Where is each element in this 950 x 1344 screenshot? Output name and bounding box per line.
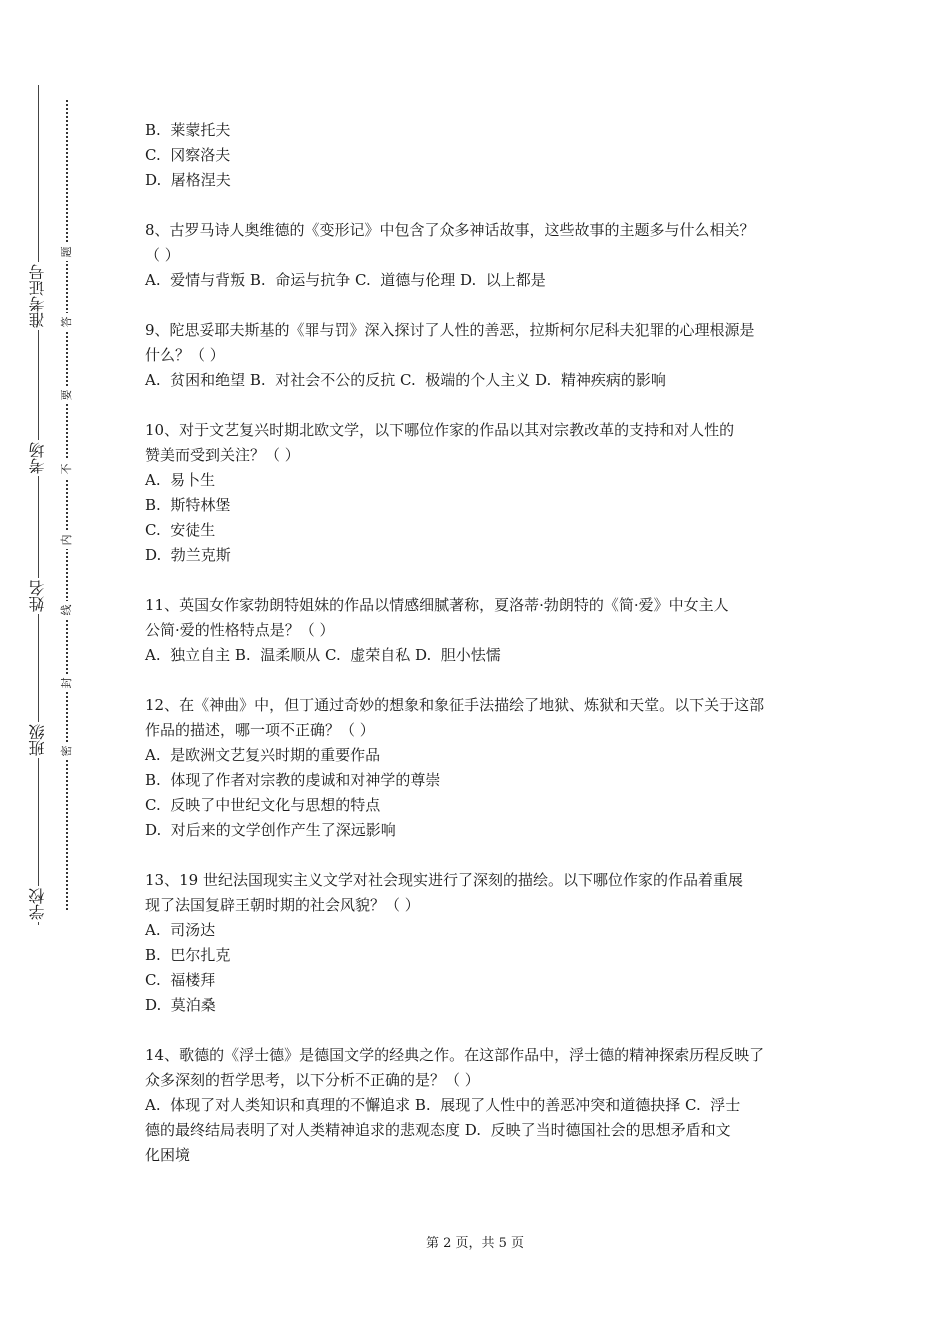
- question-stem: 现了法国复辟王朝时期的社会风貌？（ ）: [145, 896, 420, 914]
- field-class: 班级: [24, 722, 52, 758]
- page-footer: 第 2 页，共 5 页: [425, 1236, 525, 1251]
- question-stem: 众多深刻的哲学思考，以下分析不正确的是？（ ）: [145, 1071, 480, 1089]
- option-line: A. 司汤达: [145, 921, 216, 939]
- option-line: B. 莱蒙托夫: [145, 121, 231, 139]
- option-line: A. 易卜生: [145, 471, 216, 489]
- option-line: D. 勃兰克斯: [145, 546, 231, 564]
- question-content: [145, 118, 815, 1168]
- question-stem: 8、古罗马诗人奥维德的《变形记》中包含了众多神话故事，这些故事的主题多与什么相关？: [145, 221, 755, 239]
- field-exam-id: 准考证号: [24, 262, 52, 330]
- prev-question-options: [145, 118, 815, 193]
- seal-char-da: 答: [60, 313, 74, 331]
- question-stem: 赞美而受到关注？（ ）: [145, 446, 300, 464]
- field-name: 姓名: [24, 578, 52, 614]
- question-stem: 14、歌德的《浮士德》是德国文学的经典之作。在这部作品中，浮士德的精神探索历程反映了: [145, 1046, 765, 1064]
- option-line: A. 贫困和绝望 B. 对社会不公的反抗 C. 极端的个人主义 D. 精神疾病的影响: [145, 371, 666, 389]
- option-line: 化困境: [145, 1146, 191, 1164]
- field-exam-room: 考场: [24, 440, 52, 476]
- option-line: B. 斯特林堡: [145, 496, 231, 514]
- option-line: A. 爱情与背叛 B. 命运与抗争 C. 道德与伦理 D. 以上都是: [145, 271, 546, 289]
- option-line: C. 反映了中世纪文化与思想的特点: [145, 796, 381, 814]
- seal-char-feng: 封: [60, 674, 74, 692]
- question-8: [145, 218, 815, 293]
- question-stem: 13、19 世纪法国现实主义文学对社会现实进行了深刻的描绘。以下哪位作家的作品着重展: [145, 871, 743, 889]
- field-school: 学校: [24, 886, 52, 922]
- question-11: [145, 593, 815, 668]
- seal-char-yao: 要: [60, 386, 74, 404]
- question-13: [145, 868, 815, 1018]
- question-stem: （ ）: [145, 246, 180, 264]
- option-line: D. 对后来的文学创作产生了深远影响: [145, 821, 396, 839]
- question-stem: 公简·爱的性格特点是？（ ）: [145, 621, 335, 639]
- question-stem: 12、在《神曲》中，但丁通过奇妙的想象和象征手法描绘了地狱、炼狱和天堂。以下关于这部: [145, 696, 765, 714]
- question-14: [145, 1043, 815, 1168]
- binding-dotted-line: [66, 100, 68, 910]
- option-line: 德的最终结局表明了对人类精神追求的悲观态度 D. 反映了当时德国社会的思想矛盾和文: [145, 1121, 731, 1139]
- question-stem: 11、英国女作家勃朗特姐妹的作品以情感细腻著称，夏洛蒂·勃朗特的《简·爱》中女主人: [145, 596, 729, 614]
- question-stem: 10、对于文艺复兴时期北欧文学，以下哪位作家的作品以其对宗教改革的支持和对人性的: [145, 421, 735, 439]
- option-line: C. 冈察洛夫: [145, 146, 231, 164]
- option-line: C. 安徒生: [145, 521, 216, 539]
- question-10: [145, 418, 815, 568]
- option-line: D. 莫泊桑: [145, 996, 216, 1014]
- option-line: A. 体现了对人类知识和真理的不懈追求 B. 展现了人性中的善恶冲突和道德抉择 C. 浮士: [145, 1096, 741, 1114]
- question-9: [145, 318, 815, 393]
- option-line: A. 是欧洲文艺复兴时期的重要作品: [145, 746, 381, 764]
- option-line: B. 体现了作者对宗教的虔诚和对神学的尊崇: [145, 771, 441, 789]
- option-line: D. 屠格涅夫: [145, 171, 231, 189]
- binding-solid-line: [38, 85, 39, 925]
- seal-char-bu: 不: [60, 460, 74, 478]
- seal-char-mi: 密: [60, 742, 74, 760]
- question-stem: 9、陀思妥耶夫斯基的《罪与罚》深入探讨了人性的善恶，拉斯柯尔尼科夫犯罪的心理根源是: [145, 321, 755, 339]
- question-12: [145, 693, 815, 843]
- seal-char-ti: 题: [60, 243, 74, 261]
- question-stem: 什么？（ ）: [145, 346, 225, 364]
- option-line: B. 巴尔扎克: [145, 946, 231, 964]
- option-line: C. 福楼拜: [145, 971, 216, 989]
- option-line: A. 独立自主 B. 温柔顺从 C. 虚荣自私 D. 胆小怯懦: [145, 646, 501, 664]
- seal-char-nei: 内: [60, 531, 74, 549]
- seal-char-xian: 线: [60, 601, 74, 619]
- question-stem: 作品的描述，哪一项不正确？（ ）: [145, 721, 375, 739]
